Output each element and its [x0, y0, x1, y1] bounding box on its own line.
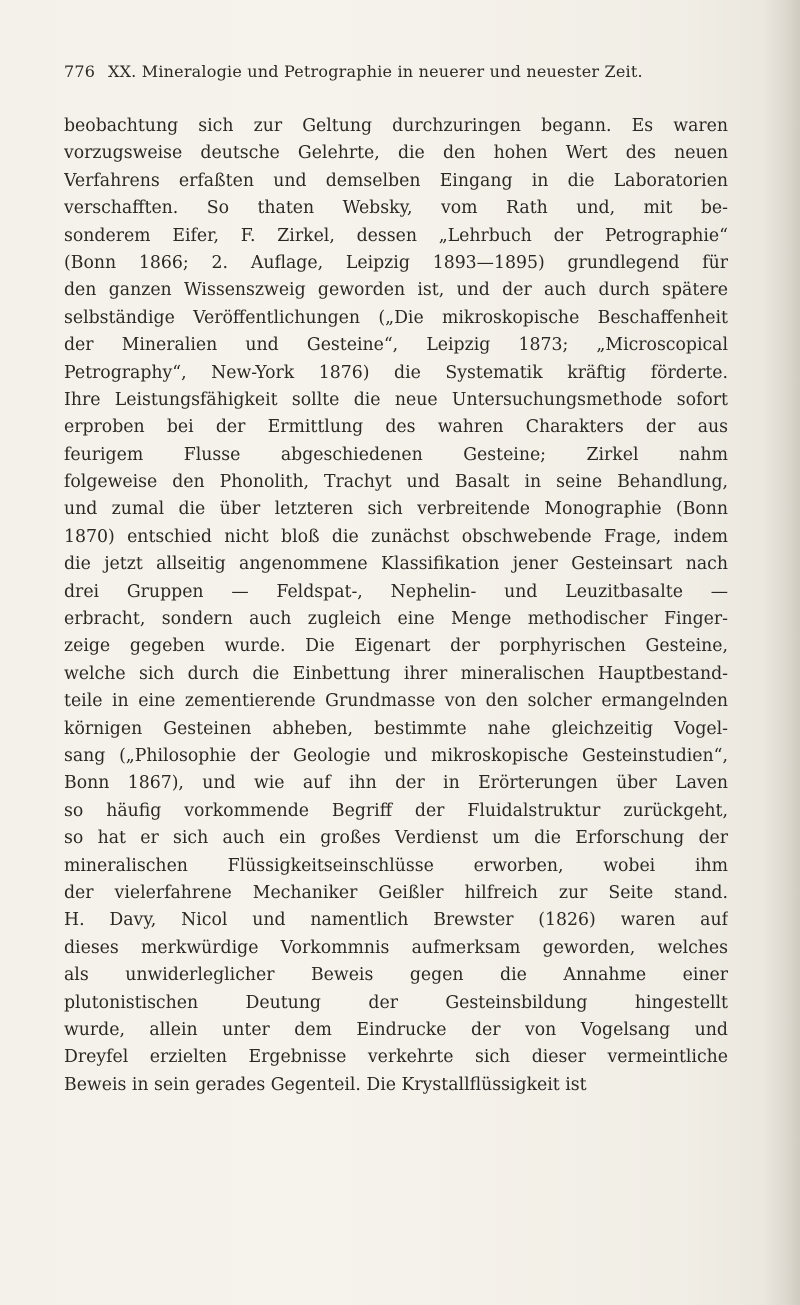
text-line: Petrography“, New-York 1876) die Systematik kräftig förderte.	[64, 362, 728, 383]
text-line: der vielerfahrene Mechaniker Geißler hilfreich zur Seite stand.	[64, 882, 728, 903]
text-line: der Mineralien und Gesteine“, Leipzig 1873; „Microscopical	[64, 335, 728, 356]
text-line: drei Gruppen — Feldspat-, Nephelin- und Leuzitbasalte —	[64, 581, 728, 602]
text-line: den ganzen Wissenszweig geworden ist, und der auch durch spätere	[64, 280, 728, 301]
text-line: feurigem Flusse abgeschiedenen Gesteine; Zirkel nahm	[64, 444, 728, 465]
text-line: die jetzt allseitig angenommene Klassifikation jener Gesteinsart nach	[64, 554, 728, 575]
page-edge-shadow	[762, 0, 800, 1305]
text-line: mineralischen Flüssigkeitseinschlüsse erworben, wobei ihm	[64, 855, 728, 876]
text-line: sonderem Eifer, F. Zirkel, dessen „Lehrbuch der Petrographie“	[64, 225, 728, 246]
text-line: verschafften. So thaten Websky, vom Rath und, mit be-	[64, 198, 728, 219]
page-number: 776	[64, 62, 96, 81]
text-line: folgeweise den Phonolith, Trachyt und Basalt in seine Behandlung,	[64, 472, 728, 493]
text-line: plutonistischen Deutung der Gesteinsbildung hingestellt	[64, 992, 728, 1013]
text-line: erproben bei der Ermittlung des wahren Charakters der aus	[64, 417, 728, 438]
text-line: Bonn 1867), und wie auf ihn der in Erörterungen über Laven	[64, 773, 728, 794]
text-line: Dreyfel erzielten Ergebnisse verkehrte sich dieser vermeintliche	[64, 1047, 728, 1068]
text-line: vorzugsweise deutsche Gelehrte, die den hohen Wert des neuen	[64, 143, 728, 164]
text-line: und zumal die über letzteren sich verbreitende Monographie (Bonn	[64, 499, 728, 520]
page-header	[64, 62, 724, 92]
text-line: Ihre Leistungsfähigkeit sollte die neue Untersuchungsmethode sofort	[64, 389, 728, 410]
text-line: so hat er sich auch ein großes Verdienst um die Erforschung der	[64, 828, 728, 849]
text-line: so häufig vorkommende Begriff der Fluidalstruktur zurückgeht,	[64, 800, 728, 821]
text-line: dieses merkwürdige Vorkommnis aufmerksam geworden, welches	[64, 937, 728, 958]
text-line: welche sich durch die Einbettung ihrer mineralischen Hauptbestand-	[64, 663, 728, 684]
text-line: 1870) entschied nicht bloß die zunächst obschwebende Frage, indem	[64, 526, 728, 547]
text-line: als unwiderleglicher Beweis gegen die Annahme einer	[64, 965, 728, 986]
text-line: selbständige Veröffentlichungen („Die mikroskopische Beschaffenheit	[64, 307, 728, 328]
text-line: teile in eine zementierende Grundmasse von den solcher ermangelnden	[64, 691, 728, 712]
text-line: sang („Philosophie der Geologie und mikroskopische Gesteinstudien“,	[64, 745, 728, 766]
text-line: wurde, allein unter dem Eindrucke der von Vogelsang und	[64, 1019, 728, 1040]
text-line: zeige gegeben wurde. Die Eigenart der porphyrischen Gesteine,	[64, 636, 728, 657]
text-line: Beweis in sein gerades Gegenteil. Die Krystallflüssigkeit ist	[64, 1074, 587, 1095]
body-text	[64, 113, 728, 1099]
text-line: (Bonn 1866; 2. Auflage, Leipzig 1893—1895) grundlegend für	[64, 252, 728, 273]
running-title: XX. Mineralogie und Petrographie in neuerer und neuester Zeit.	[108, 62, 643, 81]
text-line: H. Davy, Nicol und namentlich Brewster (1826) waren auf	[64, 910, 728, 931]
text-line: Verfahrens erfaßten und demselben Eingang in die Laboratorien	[64, 170, 728, 191]
text-line: beobachtung sich zur Geltung durchzuringen begann. Es waren	[64, 116, 728, 136]
text-line: erbracht, sondern auch zugleich eine Menge methodischer Finger-	[64, 609, 728, 630]
text-line: körnigen Gesteinen abheben, bestimmte nahe gleichzeitig Vogel-	[64, 718, 728, 739]
